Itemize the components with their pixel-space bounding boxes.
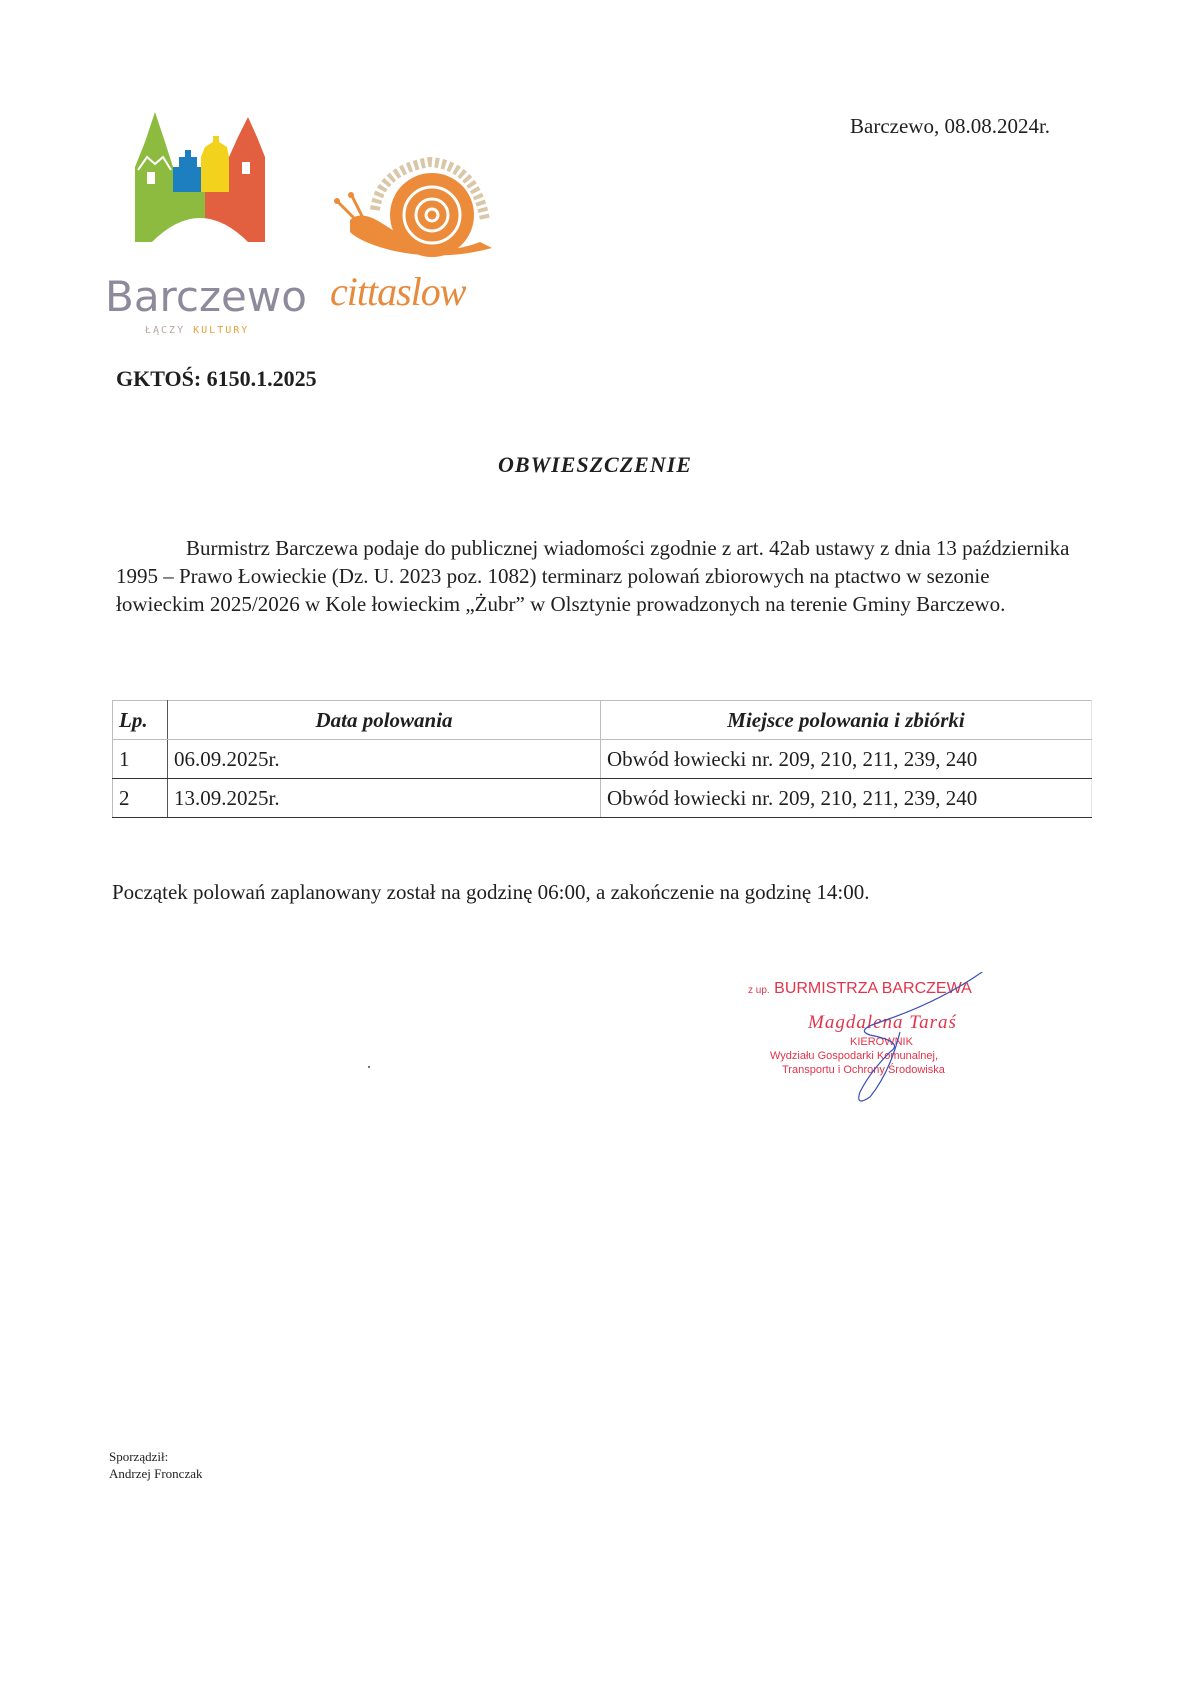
announcement-body: Burmistrz Barczewa podaje do publicznej wiadomości zgodnie z art. 42ab ustawy z dnia 13 października 1995 – Prawo Łowieckie (Dz. U. 2023 poz. 1082) terminarz polowań zbiorowych na ptactwo w sezonie łowieckim 2025/2026 w Kole łowieckim „Żubr” w Olsztynie prowadzonych na terenie Gminy Barczewo. [116, 536, 1070, 616]
stamp-authority: BURMISTRZA BARCZEWA [774, 980, 972, 997]
row-number: 2 [113, 779, 168, 818]
row-number: 1 [113, 740, 168, 779]
header-lp: Lp. [113, 701, 168, 740]
barczewo-logo-tagline: ŁĄCZY KULTURY [145, 325, 250, 336]
prepared-by-label: Sporządził: [109, 1449, 169, 1464]
place-date: Barczewo, 08.08.2024r. [850, 114, 1051, 138]
table-row [113, 740, 1092, 779]
cittaslow-logo [320, 150, 500, 320]
stamp-prefix: z up. [748, 985, 770, 996]
table-header-row [113, 701, 1092, 740]
row-date: 13.09.2025r. [168, 779, 601, 818]
stamp-role: KIEROWNIK [850, 1036, 913, 1048]
table-row [113, 779, 1092, 818]
handwritten-signature-icon [740, 972, 1040, 1112]
header-date: Data polowania [168, 701, 601, 740]
stamp-signatory: Magdalena Taraś [808, 1012, 957, 1033]
cittaslow-logo-text: cittaslow [330, 269, 466, 314]
scan-speck [368, 1066, 370, 1068]
hours-note: Początek polowań zaplanowany został na godzinę 06:00, a zakończenie na godzinę 14:00. [112, 880, 870, 904]
row-place: Obwód łowiecki nr. 209, 210, 211, 239, 240 [601, 740, 1092, 779]
barczewo-logo-text: Barczewo [105, 272, 307, 321]
row-place: Obwód łowiecki nr. 209, 210, 211, 239, 240 [601, 779, 1092, 818]
row-date: 06.09.2025r. [168, 740, 601, 779]
header-place: Miejsce polowania i zbiórki [601, 701, 1092, 740]
official-stamp [740, 972, 1040, 1112]
barczewo-logo [105, 112, 305, 342]
hunt-schedule-table [112, 700, 1092, 818]
stamp-department-line1: Wydziału Gospodarki Komunalnej, [770, 1050, 939, 1062]
reference-number: GKTOŚ: 6150.1.2025 [116, 366, 317, 391]
stamp-department-line2: Transportu i Ochrony Środowiska [782, 1064, 945, 1076]
barczewo-towers-icon [105, 112, 305, 272]
prepared-by-name: Andrzej Fronczak [109, 1466, 203, 1481]
document-title: OBWIESZCZENIE [498, 452, 692, 477]
prepared-by [109, 1448, 203, 1482]
snail-icon [320, 150, 500, 270]
